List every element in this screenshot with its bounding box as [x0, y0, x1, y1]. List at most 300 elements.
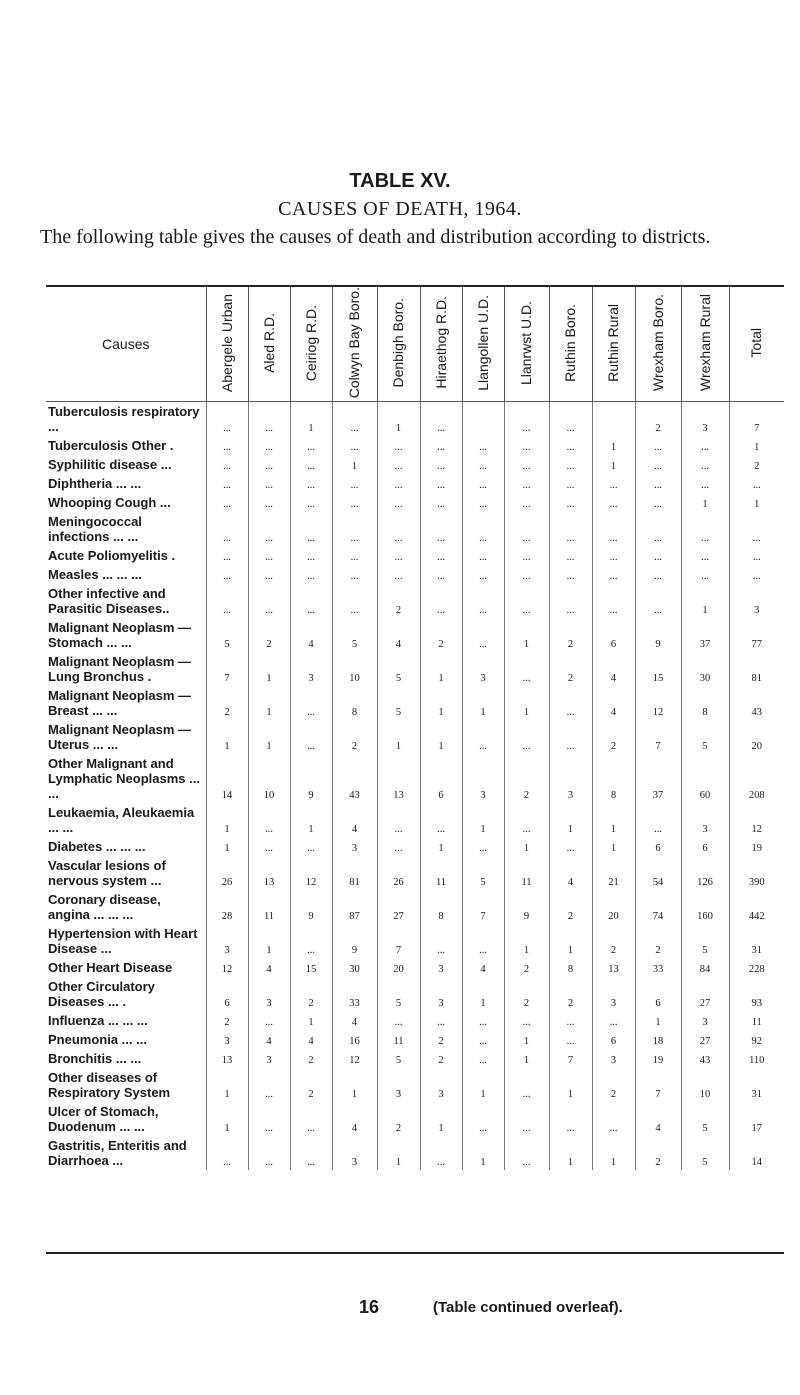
value-cell: 8 [549, 958, 592, 977]
value-cell: 10 [681, 1068, 729, 1102]
value-cell: ... [681, 455, 729, 474]
value-cell: 3 [462, 652, 504, 686]
value-cell: ... [248, 1136, 290, 1170]
value-cell: ... [248, 493, 290, 512]
value-cell: ... [290, 1136, 332, 1170]
table-row [46, 686, 784, 720]
value-cell: 30 [332, 958, 377, 977]
value-cell: 1 [290, 803, 332, 837]
value-cell: ... [504, 1068, 549, 1102]
value-cell: ... [248, 474, 290, 493]
cause-label: Vascular lesions of nervous system ... [48, 858, 166, 889]
value-cell: 2 [206, 686, 248, 720]
value-cell: 1 [462, 803, 504, 837]
value-cell: 12 [206, 958, 248, 977]
value-cell: ... [504, 565, 549, 584]
value-cell: 208 [729, 754, 784, 803]
value-cell: 390 [729, 856, 784, 890]
value-cell: 1 [462, 1136, 504, 1170]
value-cell: 1 [729, 493, 784, 512]
value-cell: ... [592, 546, 635, 565]
value-cell: ... [332, 474, 377, 493]
value-cell: ... [248, 512, 290, 546]
page-title: TABLE XV. [349, 170, 451, 192]
value-cell: 7 [377, 924, 420, 958]
district-label: Hiraethog R.D. [432, 296, 449, 389]
district-label: Denbigh Boro. [390, 297, 406, 388]
value-cell: ... [462, 837, 504, 856]
value-cell: ... [462, 1011, 504, 1030]
value-cell: 1 [504, 1049, 549, 1068]
value-cell: ... [462, 436, 504, 455]
value-cell: 4 [248, 958, 290, 977]
value-cell: ... [462, 720, 504, 754]
value-cell: ... [377, 546, 420, 565]
value-cell: 2 [635, 1136, 681, 1170]
value-cell: 28 [206, 890, 248, 924]
value-cell: ... [290, 512, 332, 546]
value-cell: 5 [681, 924, 729, 958]
value-cell: 2 [420, 1030, 462, 1049]
district-column-header [592, 287, 635, 402]
value-cell: 1 [377, 720, 420, 754]
value-cell: 11 [377, 1030, 420, 1049]
value-cell: 8 [681, 686, 729, 720]
value-cell: 1 [290, 1011, 332, 1030]
value-cell: 5 [377, 1049, 420, 1068]
table-row [46, 455, 784, 474]
value-cell: 3 [420, 958, 462, 977]
value-cell: ... [206, 455, 248, 474]
value-cell: ... [635, 474, 681, 493]
value-cell: 26 [206, 856, 248, 890]
value-cell: ... [549, 436, 592, 455]
value-cell: 160 [681, 890, 729, 924]
value-cell: ... [549, 493, 592, 512]
value-cell: 43 [729, 686, 784, 720]
value-cell: 228 [729, 958, 784, 977]
value-cell: ... [248, 565, 290, 584]
value-cell: 2 [729, 455, 784, 474]
value-cell: ... [377, 493, 420, 512]
table-row [46, 1136, 784, 1170]
value-cell: 1 [420, 720, 462, 754]
value-cell: 8 [592, 754, 635, 803]
table-body [46, 402, 784, 1171]
value-cell: ... [729, 546, 784, 565]
value-cell: 19 [729, 837, 784, 856]
value-cell: 2 [377, 584, 420, 618]
cause-label: Malignant Neoplasm —Breast ... ... [48, 688, 192, 719]
value-cell: 5 [681, 1136, 729, 1170]
value-cell: 9 [290, 754, 332, 803]
value-cell: ... [332, 565, 377, 584]
value-cell: 6 [420, 754, 462, 803]
value-cell: 1 [549, 1136, 592, 1170]
value-cell: 3 [592, 977, 635, 1011]
value-cell: ... [248, 803, 290, 837]
table-row [46, 1049, 784, 1068]
value-cell: 13 [248, 856, 290, 890]
value-cell: 1 [290, 402, 332, 437]
table-row [46, 890, 784, 924]
value-cell: 6 [592, 1030, 635, 1049]
value-cell: ... [635, 584, 681, 618]
value-cell: 2 [549, 652, 592, 686]
value-cell: 2 [592, 1068, 635, 1102]
causes-column-header: Causes [46, 287, 206, 402]
value-cell: 15 [635, 652, 681, 686]
value-cell: ... [462, 1102, 504, 1136]
value-cell: ... [290, 455, 332, 474]
value-cell: 4 [332, 1011, 377, 1030]
cause-label: Malignant Neoplasm —Stomach ... ... [48, 620, 192, 651]
value-cell: 3 [462, 754, 504, 803]
cause-label: Hypertension with Heart Disease ... [48, 926, 198, 957]
value-cell: 1 [420, 837, 462, 856]
cause-label: Other Circulatory Diseases ... . [48, 979, 155, 1010]
value-cell: 2 [549, 618, 592, 652]
value-cell: 6 [635, 837, 681, 856]
value-cell: 4 [635, 1102, 681, 1136]
district-label: Wrexham Rural [696, 294, 713, 392]
value-cell: ... [420, 924, 462, 958]
value-cell: 3 [248, 977, 290, 1011]
value-cell: 1 [206, 837, 248, 856]
value-cell: 2 [549, 977, 592, 1011]
value-cell: 84 [681, 958, 729, 977]
value-cell: 92 [729, 1030, 784, 1049]
value-cell: ... [377, 1011, 420, 1030]
value-cell: ... [332, 402, 377, 437]
value-cell: 3 [681, 402, 729, 437]
table-row [46, 584, 784, 618]
table-row [46, 754, 784, 803]
value-cell: 20 [377, 958, 420, 977]
district-label: Colwyn Bay Boro. [346, 287, 362, 399]
value-cell: 1 [462, 686, 504, 720]
cause-label: Coronary disease, angina ... ... ... [48, 892, 161, 923]
value-cell: 43 [332, 754, 377, 803]
value-cell: ... [462, 924, 504, 958]
value-cell: ... [206, 565, 248, 584]
value-cell: ... [549, 1102, 592, 1136]
value-cell: 20 [592, 890, 635, 924]
cause-label: Leukaemia, Aleukaemia ... ... [48, 805, 195, 836]
value-cell: ... [290, 436, 332, 455]
value-cell: 2 [248, 618, 290, 652]
table-row [46, 720, 784, 754]
value-cell: ... [248, 837, 290, 856]
value-cell: ... [504, 493, 549, 512]
value-cell: 13 [592, 958, 635, 977]
value-cell: 60 [681, 754, 729, 803]
table-row [46, 618, 784, 652]
value-cell: ... [206, 436, 248, 455]
value-cell: ... [592, 584, 635, 618]
value-cell: ... [290, 474, 332, 493]
table-row [46, 493, 784, 512]
value-cell: 4 [332, 803, 377, 837]
value-cell: 81 [332, 856, 377, 890]
value-cell: ... [420, 803, 462, 837]
district-column-header [248, 287, 290, 402]
value-cell: ... [206, 1136, 248, 1170]
value-cell: ... [504, 1136, 549, 1170]
table-row [46, 402, 784, 437]
cause-label: Meningococcal infections ... ... [48, 514, 142, 545]
value-cell: ... [420, 402, 462, 437]
value-cell: ... [549, 565, 592, 584]
value-cell: 1 [248, 686, 290, 720]
page-number: 16 [359, 1297, 380, 1317]
value-cell: 30 [681, 652, 729, 686]
value-cell: ... [549, 720, 592, 754]
value-cell: 14 [206, 754, 248, 803]
value-cell: 4 [290, 1030, 332, 1049]
district-column-header [420, 287, 462, 402]
value-cell: ... [332, 493, 377, 512]
value-cell: ... [504, 652, 549, 686]
value-cell: ... [462, 1030, 504, 1049]
table-row [46, 1068, 784, 1102]
value-cell: 1 [504, 618, 549, 652]
value-cell: 4 [592, 652, 635, 686]
cause-label: Malignant Neoplasm —Uterus ... ... [48, 722, 192, 753]
value-cell: ... [206, 402, 248, 437]
value-cell: ... [248, 1068, 290, 1102]
value-cell: 37 [681, 618, 729, 652]
value-cell: ... [549, 837, 592, 856]
district-column-header [332, 287, 377, 402]
intro-text: The following table gives the causes of death and distribution according to districts. [40, 226, 711, 248]
value-cell: 2 [504, 958, 549, 977]
value-cell: ... [681, 474, 729, 493]
value-cell: 27 [681, 1030, 729, 1049]
cause-label: Syphilitic disease ... [48, 457, 172, 473]
value-cell: ... [504, 436, 549, 455]
value-cell: 12 [290, 856, 332, 890]
value-cell: 3 [549, 754, 592, 803]
table-row [46, 1030, 784, 1049]
value-cell: 6 [635, 977, 681, 1011]
value-cell: ... [420, 584, 462, 618]
value-cell: ... [248, 1102, 290, 1136]
cause-label: Measles ... ... ... [48, 567, 142, 583]
value-cell: 1 [420, 686, 462, 720]
table-row [46, 958, 784, 977]
value-cell: ... [462, 1049, 504, 1068]
value-cell: ... [420, 546, 462, 565]
value-cell: ... [420, 436, 462, 455]
table-row [46, 652, 784, 686]
value-cell: 8 [420, 890, 462, 924]
value-cell: 74 [635, 890, 681, 924]
table-row [46, 565, 784, 584]
value-cell: ... [206, 584, 248, 618]
value-cell: ... [592, 1011, 635, 1030]
value-cell: 1 [592, 837, 635, 856]
value-cell: 27 [681, 977, 729, 1011]
value-cell: ... [462, 493, 504, 512]
value-cell: 1 [248, 720, 290, 754]
value-cell: 3 [377, 1068, 420, 1102]
value-cell: 110 [729, 1049, 784, 1068]
value-cell: 4 [462, 958, 504, 977]
value-cell: 26 [377, 856, 420, 890]
value-cell: 3 [206, 1030, 248, 1049]
value-cell: 1 [504, 837, 549, 856]
value-cell: 9 [332, 924, 377, 958]
value-cell: 5 [377, 652, 420, 686]
value-cell: 20 [729, 720, 784, 754]
value-cell: 5 [681, 720, 729, 754]
value-cell: 10 [248, 754, 290, 803]
district-column-header [462, 287, 504, 402]
value-cell: ... [504, 1011, 549, 1030]
value-cell: 5 [332, 618, 377, 652]
cause-label: Diphtheria ... ... [48, 476, 142, 492]
value-cell: 18 [635, 1030, 681, 1049]
value-cell: ... [377, 474, 420, 493]
table-row [46, 1102, 784, 1136]
value-cell: 43 [681, 1049, 729, 1068]
table-row [46, 436, 784, 455]
value-cell: ... [549, 455, 592, 474]
cause-label: Bronchitis ... ... [48, 1051, 142, 1067]
value-cell: 15 [290, 958, 332, 977]
value-cell: ... [462, 618, 504, 652]
value-cell: 3 [332, 837, 377, 856]
value-cell: 13 [377, 754, 420, 803]
value-cell: 1 [420, 1102, 462, 1136]
value-cell: ... [504, 512, 549, 546]
value-cell: 17 [729, 1102, 784, 1136]
value-cell: 11 [729, 1011, 784, 1030]
value-cell: ... [462, 512, 504, 546]
value-cell: 7 [462, 890, 504, 924]
cause-label: Acute Poliomyelitis . [48, 548, 176, 564]
value-cell: ... [549, 1011, 592, 1030]
value-cell: 6 [592, 618, 635, 652]
value-cell: 4 [332, 1102, 377, 1136]
value-cell: 4 [377, 618, 420, 652]
value-cell: 9 [290, 890, 332, 924]
value-cell: 2 [549, 890, 592, 924]
value-cell: 12 [729, 803, 784, 837]
value-cell: 126 [681, 856, 729, 890]
district-column-header [377, 287, 420, 402]
value-cell: 6 [681, 837, 729, 856]
value-cell: ... [635, 512, 681, 546]
value-cell: 2 [635, 924, 681, 958]
district-label: Ruthin Rural [605, 303, 621, 382]
value-cell: 33 [635, 958, 681, 977]
value-cell: ... [549, 584, 592, 618]
district-label: Total [748, 327, 765, 358]
value-cell: ... [729, 512, 784, 546]
district-column-header [729, 287, 784, 402]
value-cell: ... [592, 565, 635, 584]
page-subtitle: CAUSES OF DEATH, 1964. [278, 198, 522, 220]
value-cell: ... [248, 1011, 290, 1030]
value-cell: 12 [635, 686, 681, 720]
value-cell: 31 [729, 924, 784, 958]
value-cell: ... [420, 565, 462, 584]
value-cell: 1 [420, 652, 462, 686]
value-cell: ... [635, 493, 681, 512]
value-cell: ... [504, 455, 549, 474]
value-cell: 3 [290, 652, 332, 686]
district-column-header [206, 287, 248, 402]
value-cell: 2 [420, 618, 462, 652]
value-cell: 27 [377, 890, 420, 924]
value-cell: ... [420, 493, 462, 512]
value-cell: ... [462, 546, 504, 565]
value-cell: ... [504, 546, 549, 565]
value-cell: ... [635, 455, 681, 474]
value-cell: ... [549, 686, 592, 720]
value-cell: ... [290, 837, 332, 856]
table-header-row [46, 287, 784, 402]
value-cell: ... [681, 546, 729, 565]
value-cell: 77 [729, 618, 784, 652]
value-cell: ... [248, 584, 290, 618]
value-cell: 1 [206, 1102, 248, 1136]
value-cell: ... [549, 474, 592, 493]
value-cell: 31 [729, 1068, 784, 1102]
value-cell: 1 [592, 1136, 635, 1170]
cause-label: Other diseases of Respiratory System [48, 1070, 171, 1101]
value-cell: 2 [332, 720, 377, 754]
cause-label: Influenza ... ... ... [48, 1013, 148, 1029]
value-cell: 2 [635, 402, 681, 437]
value-cell: ... [420, 1011, 462, 1030]
value-cell: 9 [635, 618, 681, 652]
value-cell: ... [290, 686, 332, 720]
value-cell: 5 [681, 1102, 729, 1136]
value-cell: 5 [462, 856, 504, 890]
value-cell: ... [681, 565, 729, 584]
value-cell: ... [462, 565, 504, 584]
district-label: Llangollen U.D. [474, 294, 491, 391]
value-cell: 5 [377, 977, 420, 1011]
value-cell: 1 [681, 584, 729, 618]
value-cell: 10 [332, 652, 377, 686]
value-cell: 1 [504, 924, 549, 958]
value-cell: 7 [635, 1068, 681, 1102]
value-cell: ... [290, 546, 332, 565]
value-cell: 1 [729, 436, 784, 455]
value-cell: 1 [377, 1136, 420, 1170]
value-cell: ... [681, 436, 729, 455]
value-cell: 4 [592, 686, 635, 720]
value-cell: 2 [290, 977, 332, 1011]
cause-label: Pneumonia ... ... [48, 1032, 147, 1048]
value-cell: 1 [681, 493, 729, 512]
value-cell: ... [332, 512, 377, 546]
value-cell: ... [504, 803, 549, 837]
value-cell: ... [729, 565, 784, 584]
district-label: Ruthin Boro. [562, 303, 578, 382]
table-row [46, 803, 784, 837]
value-cell: 7 [549, 1049, 592, 1068]
value-cell: 2 [420, 1049, 462, 1068]
value-cell: 442 [729, 890, 784, 924]
district-column-header [681, 287, 729, 402]
table-row [46, 924, 784, 958]
value-cell: 1 [248, 924, 290, 958]
